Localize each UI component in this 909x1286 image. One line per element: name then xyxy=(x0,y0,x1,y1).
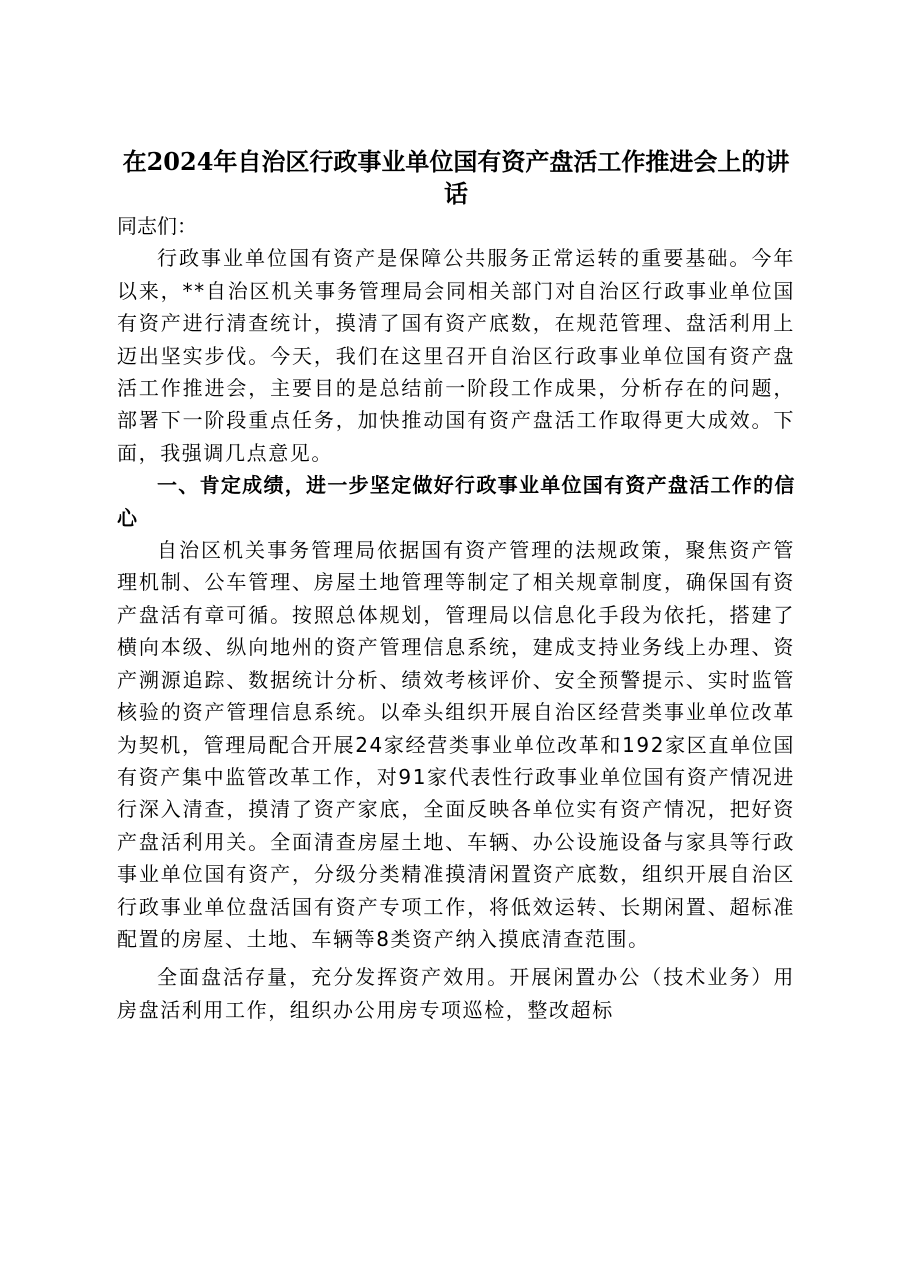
document-title: 在2024年自治区行政事业单位国有资产盘活工作推进会上的讲话 xyxy=(122,147,790,208)
section-paragraph: 全面盘活存量，充分发挥资产效用。开展闲置办公（技术业务）用房盘活利用工作，组织办公用房专项巡检，整改超标 xyxy=(117,965,795,1022)
section-paragraph: 自治区机关事务管理局依据国有资产管理的法规政策，聚焦资产管理机制、公车管理、房屋土地管理等制定了相关规章制度，确保国有资产盘活有章可循。按照总体规划，管理局以信息化手段为依托，搭建了横向本级、纵向地州的资产管理信息系统，建成支持业务线上办理、资产溯源追踪、数据统计分析、绩效考核评价、安全预警提示、实时监管核验的资产管理信息系统。以牵头组织开展自治区经营类事业单位改革为契机，管理局配合开展24家经营类事业单位改革和192家区直单位国有资产集中监管改革工作，对91家代表性行政事业单位国有资产情况进行深入清查，摸清了资产家底，全面反映各单位实有资产情况，把好资产盘活利用关。全面清查房屋土地、车辆、办公设施设备与家具等行政事业单位国有资产，分级分类精准摸清闲置资产底数，组织开展自治区行政事业单位盘活国有资产专项工作，将低效运转、长期闲置、超标准配置的房屋、土地、车辆等8类资产纳入摸底清查范围。 xyxy=(117,538,795,951)
intro-paragraph: 行政事业单位国有资产是保障公共服务正常运转的重要基础。今年以来，**自治区机关事务管理局会同相关部门对自治区行政事业单位国有资产进行清查统计，摸清了国有资产底数，在规范管理、盘活利用上迈出坚实步伐。今天，我们在这里召开自治区行政事业单位国有资产盘活工作推进会，主要目的是总结前一阶段工作成果，分析存在的问题，部署下一阶段重点任务，加快推动国有资产盘活工作取得更大成效。下面，我强调几点意见。 xyxy=(117,246,795,465)
section-heading: 一、肯定成绩，进一步坚定做好行政事业单位国有资产盘活工作的信心 xyxy=(117,473,795,530)
document-body xyxy=(117,146,795,1026)
salutation: 同志们： xyxy=(117,214,197,238)
